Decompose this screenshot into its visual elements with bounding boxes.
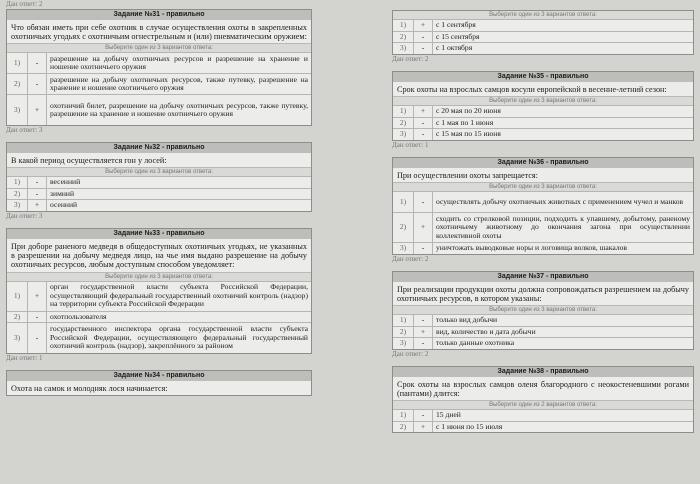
- option-number: 2): [393, 421, 414, 432]
- options-table: [7, 176, 311, 211]
- answer-option[interactable]: [7, 200, 311, 211]
- option-number: 1): [393, 191, 414, 212]
- question-text: При реализации продукции охоты должна сопровождаться разрешением на добычу охотничьих ресурсов, в котором указаны:: [397, 284, 689, 303]
- answer-option[interactable]: [393, 338, 693, 349]
- option-text: с 15 мая по 15 июня: [433, 129, 694, 140]
- option-text: с 1 октября: [433, 43, 694, 54]
- option-mark: -: [414, 338, 433, 349]
- option-mark: +: [414, 326, 433, 338]
- task-header: Задание №34 - правильно: [7, 371, 311, 381]
- option-number: 1): [7, 281, 28, 311]
- answer-option[interactable]: [7, 95, 311, 125]
- option-mark: +: [28, 95, 47, 125]
- option-text: только данные охотника: [433, 338, 694, 349]
- answer-instruction: Выберите один из 2 вариантов ответа:: [393, 400, 693, 409]
- task-card-36: [392, 157, 694, 255]
- given-answer: Дан ответ: 3: [6, 211, 43, 220]
- given-answer: Дан ответ: 3: [6, 125, 43, 134]
- option-text: сходить со стрелковой позиции, подходить к упавшему, добытому, раненому охотничьему животному до окончания загона при осуществлении коллективной охоты: [433, 212, 694, 242]
- task-card-35: [392, 71, 694, 141]
- answer-option[interactable]: [7, 281, 311, 311]
- answer-option[interactable]: [7, 323, 311, 353]
- option-number: 1): [7, 177, 28, 189]
- option-text: весенний: [47, 177, 312, 189]
- task-header: Задание №32 - правильно: [7, 143, 311, 153]
- question-text: При доборе раненого медведя в общедоступных охотничьих угодьях, не указанных в разрешении на добычу медведя лицо, на чье имя выдано разрешение на добычу охотничьих ресурсов, любым доступным способом уведомляет:: [11, 241, 307, 270]
- task-card-34: [6, 370, 312, 396]
- option-number: 3): [7, 323, 28, 353]
- options-table: [7, 281, 311, 353]
- question-text: При осуществлении охоты запрещается:: [397, 170, 538, 180]
- task-card-38: [392, 366, 694, 434]
- option-mark: -: [28, 74, 47, 95]
- option-text: зимний: [47, 188, 312, 200]
- option-mark: -: [414, 191, 433, 212]
- option-number: 2): [393, 31, 414, 43]
- answer-option[interactable]: [393, 105, 693, 117]
- options-table: [7, 52, 311, 125]
- answer-option[interactable]: [393, 20, 693, 32]
- option-text: с 20 мая по 20 июня: [433, 105, 694, 117]
- task-card-37: [392, 271, 694, 350]
- option-text: с 15 сентября: [433, 31, 694, 43]
- option-mark: +: [414, 421, 433, 432]
- option-mark: -: [28, 188, 47, 200]
- question-text: Что обязан иметь при себе охотник в случае осуществления охоты в закрепленных охотничьих угодьях с охотничьим огнестрельным и (или) пневматическим оружием:: [11, 23, 307, 42]
- option-mark: -: [414, 242, 433, 253]
- options-table: [393, 19, 693, 54]
- answer-instruction: Выберите один из 3 вариантов ответа:: [7, 272, 311, 281]
- answer-option[interactable]: [393, 242, 693, 253]
- option-mark: +: [414, 105, 433, 117]
- given-answer: Дан ответ: 1: [6, 353, 43, 362]
- option-number: 3): [393, 242, 414, 253]
- option-mark: -: [414, 43, 433, 54]
- option-text: с 1 мая по 1 июня: [433, 117, 694, 129]
- task-header: Задание №36 - правильно: [393, 158, 693, 168]
- question-text: Срок охоты на взрослых самцов косули европейской в весенне-летний сезон:: [397, 84, 667, 94]
- answer-option[interactable]: [393, 129, 693, 140]
- option-mark: -: [28, 53, 47, 74]
- task-card-33: [6, 228, 312, 354]
- option-text: вид, количество и дата добычи: [433, 326, 694, 338]
- given-answer: Дан ответ: 2: [392, 254, 429, 263]
- question-text: Охота на самок и молодняк лося начинается:: [11, 383, 168, 393]
- option-mark: -: [414, 410, 433, 422]
- option-number: 3): [393, 43, 414, 54]
- option-number: 2): [7, 74, 28, 95]
- option-mark: +: [28, 200, 47, 211]
- task-card-32: [6, 142, 312, 212]
- answer-instruction: Выберите один из 3 вариантов ответа:: [7, 43, 311, 52]
- option-number: 3): [393, 129, 414, 140]
- answer-option[interactable]: [393, 191, 693, 212]
- answer-option[interactable]: [7, 53, 311, 74]
- option-number: 2): [393, 326, 414, 338]
- option-mark: +: [414, 20, 433, 32]
- option-text: с 1 сентября: [433, 20, 694, 32]
- option-text: охотничий билет, разрешение на добычу охотничьих ресурсов, также путевку, разрешение на хранение и ношение охотничьего оружия: [47, 95, 312, 125]
- given-answer: Дан ответ: 2: [392, 349, 429, 358]
- option-mark: -: [28, 311, 47, 323]
- answer-option[interactable]: [7, 311, 311, 323]
- option-number: 3): [393, 338, 414, 349]
- option-mark: -: [414, 31, 433, 43]
- answer-option[interactable]: [393, 326, 693, 338]
- answer-option[interactable]: [7, 177, 311, 189]
- task-card-34-continued: [392, 10, 694, 55]
- option-mark: -: [28, 323, 47, 353]
- answer-option[interactable]: [393, 421, 693, 432]
- option-text: осенний: [47, 200, 312, 211]
- option-text: 15 дней: [433, 410, 694, 422]
- options-table: [393, 314, 693, 349]
- task-card-31: [6, 9, 312, 126]
- options-table: [393, 409, 693, 432]
- option-text: осуществлять добычу охотничьих животных с применением чучел и манков: [433, 191, 694, 212]
- option-text: разрешение на добычу охотничьих ресурсов, также путевку, разрешение на хранение и ношение охотничьего оружия: [47, 74, 312, 95]
- answer-option[interactable]: [393, 117, 693, 129]
- task-header: Задание №38 - правильно: [393, 367, 693, 377]
- answer-option[interactable]: [393, 212, 693, 242]
- task-header: Задание №35 - правильно: [393, 72, 693, 82]
- answer-option[interactable]: [7, 188, 311, 200]
- given-answer: Дан ответ: 2: [6, 0, 43, 8]
- option-text: с 1 июня по 15 июля: [433, 421, 694, 432]
- answer-instruction: Выберите один из 3 вариантов ответа:: [393, 11, 693, 19]
- option-number: 2): [7, 311, 28, 323]
- answer-instruction: Выберите один из 3 вариантов ответа:: [393, 96, 693, 105]
- answer-instruction: Выберите один из 3 вариантов ответа:: [393, 305, 693, 314]
- option-mark: -: [414, 129, 433, 140]
- option-number: 1): [393, 105, 414, 117]
- answer-instruction: Выберите один из 3 вариантов ответа:: [393, 182, 693, 191]
- options-table: [393, 105, 693, 140]
- question-text: В какой период осуществляется гон у лосей:: [11, 155, 167, 165]
- option-text: орган государственной власти субъекта Российской Федерации, осуществляющий федеральный государственный охотничий контроль (надзор) на территории субъекта Российской Федерации: [47, 281, 312, 311]
- option-number: 2): [7, 188, 28, 200]
- option-mark: -: [28, 177, 47, 189]
- task-header: Задание №31 - правильно: [7, 10, 311, 20]
- option-number: 1): [393, 410, 414, 422]
- task-header: Задание №37 - правильно: [393, 272, 693, 282]
- left-column: [6, 0, 312, 396]
- answer-option[interactable]: [7, 74, 311, 95]
- option-number: 1): [393, 314, 414, 326]
- answer-option[interactable]: [393, 31, 693, 43]
- option-number: 1): [393, 20, 414, 32]
- option-mark: -: [414, 314, 433, 326]
- option-text: государственного инспектора органа государственной власти субъекта Российской Федерации, осуществляющего федеральный государственный охотничий контроль (надзор), закреплённого за районом: [47, 323, 312, 353]
- option-number: 1): [7, 53, 28, 74]
- option-mark: -: [414, 117, 433, 129]
- answer-option[interactable]: [393, 43, 693, 54]
- option-number: 3): [7, 200, 28, 211]
- option-text: охотпользователя: [47, 311, 312, 323]
- question-text: Срок охоты на взрослых самцов оленя благородного с неокостеневшими рогами (пантами) длится:: [397, 379, 689, 398]
- option-number: 2): [393, 117, 414, 129]
- option-text: уничтожать выводковые норы и логовища волков, шакалов: [433, 242, 694, 253]
- option-number: 3): [7, 95, 28, 125]
- right-column: [392, 0, 694, 433]
- options-table: [393, 191, 693, 254]
- answer-option[interactable]: [393, 314, 693, 326]
- answer-option[interactable]: [393, 410, 693, 422]
- option-text: разрешение на добычу охотничьих ресурсов и разрешение на хранение и ношение охотничьего оружия: [47, 53, 312, 74]
- answer-instruction: Выберите один из 3 вариантов ответа:: [7, 167, 311, 176]
- given-answer: Дан ответ: 2: [392, 54, 429, 63]
- given-answer: Дан ответ: 1: [392, 140, 429, 149]
- option-number: 2): [393, 212, 414, 242]
- option-text: только вид добычи: [433, 314, 694, 326]
- option-mark: +: [28, 281, 47, 311]
- task-header: Задание №33 - правильно: [7, 229, 311, 239]
- option-mark: +: [414, 212, 433, 242]
